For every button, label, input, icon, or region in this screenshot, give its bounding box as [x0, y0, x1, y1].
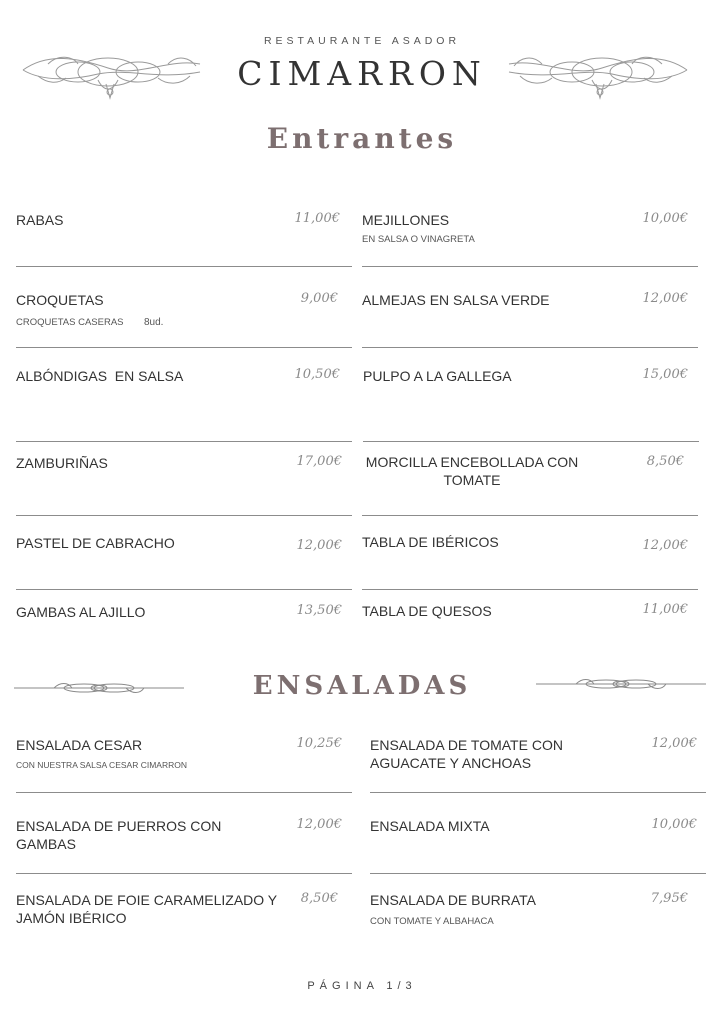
item-price: 12,00€: [642, 538, 688, 553]
restaurant-brand: CIMARRON: [237, 54, 487, 93]
item-name-multiline: [354, 453, 590, 489]
item-name: ENSALADA DE BURRATA: [370, 892, 536, 908]
divider: [16, 873, 352, 874]
divider: [16, 266, 352, 267]
divider: [362, 589, 698, 590]
item-name: ZAMBURIÑAS: [16, 455, 108, 471]
divider: [370, 873, 706, 874]
divider: [16, 347, 352, 348]
item-description: CON TOMATE Y ALBAHACA: [370, 916, 494, 927]
item-name-line: AGUACATE Y ANCHOAS: [370, 755, 532, 771]
item-name-line: TOMATE: [443, 472, 501, 488]
item-description: CON NUESTRA SALSA CESAR CIMARRON: [16, 760, 187, 770]
divider: [362, 266, 698, 267]
item-price: 10,50€: [294, 367, 340, 382]
section-title-entrantes: Entrantes: [266, 122, 458, 155]
divider: [16, 441, 352, 442]
item-name-line: ENSALADA DE FOIE CARAMELIZADO Y: [16, 892, 278, 908]
divider: [363, 441, 699, 442]
item-price: 12,00€: [296, 817, 342, 832]
divider: [16, 792, 352, 793]
item-description: CROQUETAS CASERAS: [16, 317, 124, 328]
item-name-multiline: [16, 817, 221, 853]
divider: [16, 589, 352, 590]
item-name: ALMEJAS EN SALSA VERDE: [362, 292, 550, 308]
item-price: 10,00€: [651, 817, 697, 832]
item-name: ENSALADA MIXTA: [370, 818, 490, 834]
section-title-ensaladas: ENSALADAS: [252, 671, 472, 701]
item-price: 17,00€: [296, 454, 342, 469]
item-price: 8,50€: [300, 891, 338, 906]
item-name-line: GAMBAS: [16, 836, 76, 852]
item-price: 12,00€: [296, 538, 342, 553]
item-price: 10,00€: [642, 211, 688, 226]
item-description: EN SALSA O VINAGRETA: [362, 234, 475, 245]
flourish-left-icon: [18, 50, 206, 102]
item-name: PULPO A LA GALLEGA: [363, 368, 512, 384]
item-name-line: ENSALADA DE TOMATE CON: [370, 737, 563, 753]
divider: [362, 347, 698, 348]
flourish-divider-right-icon: [536, 676, 706, 692]
item-name: ENSALADA CESAR: [16, 737, 143, 753]
divider: [16, 515, 352, 516]
item-price: 10,25€: [296, 736, 342, 751]
item-price: 9,00€: [300, 291, 338, 306]
item-name: GAMBAS AL AJILLO: [16, 604, 146, 620]
item-price: 12,00€: [651, 736, 697, 751]
item-name: TABLA DE QUESOS: [362, 603, 492, 619]
item-name: MEJILLONES: [362, 212, 450, 228]
item-price: 15,00€: [642, 367, 688, 382]
item-price: 12,00€: [642, 291, 688, 306]
item-name-line: MORCILLA ENCEBOLLADA CON: [365, 454, 579, 470]
item-name: PASTEL DE CABRACHO: [16, 535, 175, 551]
item-name-line: ENSALADA DE PUERROS CON: [16, 818, 222, 834]
item-name: TABLA DE IBÉRICOS: [362, 534, 499, 550]
item-price: 8,50€: [646, 454, 684, 469]
item-name: ALBÓNDIGAS EN SALSA: [16, 368, 184, 384]
item-price: 7,95€: [650, 891, 688, 906]
divider: [370, 792, 706, 793]
item-name-multiline: [16, 891, 277, 927]
item-name-line: JAMÓN IBÉRICO: [16, 910, 127, 926]
item-quantity: 8ud.: [144, 317, 164, 328]
item-price: 11,00€: [294, 211, 340, 226]
item-name: CROQUETAS: [16, 292, 104, 308]
item-name: RABAS: [16, 212, 64, 228]
divider: [362, 515, 698, 516]
item-price: 11,00€: [642, 602, 688, 617]
item-price: 13,50€: [296, 603, 342, 618]
item-name-multiline: [370, 736, 563, 772]
flourish-right-icon: [504, 50, 692, 102]
restaurant-subtitle: RESTAURANTE ASADOR: [263, 35, 461, 47]
page-number: PÁGINA 1/3: [307, 980, 417, 992]
